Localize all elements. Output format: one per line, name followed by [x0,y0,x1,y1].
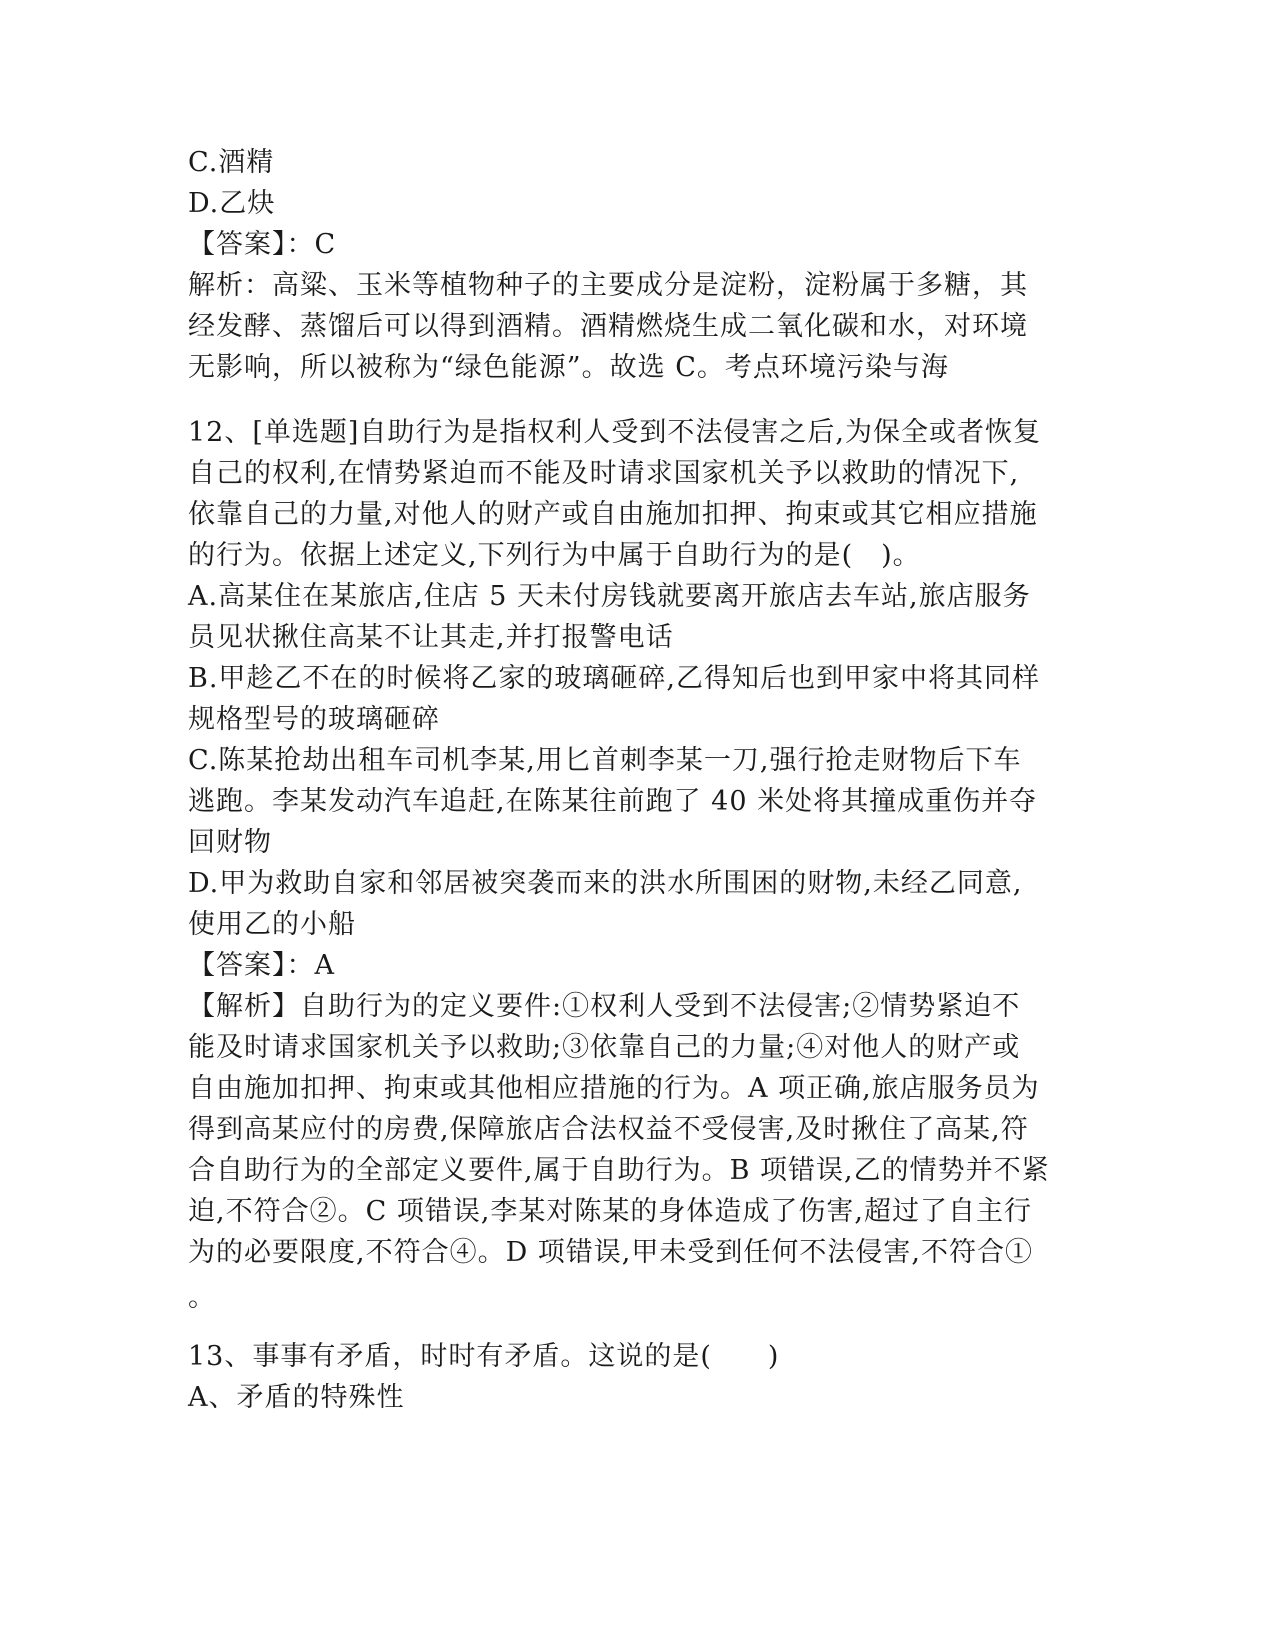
q11-analysis-line: 经发酵、蒸馏后可以得到酒精。酒精燃烧生成二氧化碳和水，对环境 [188,311,1028,342]
q12-stem-line: 12、[单选题]自助行为是指权利人受到不法侵害之后,为保全或者恢复 [188,417,1042,448]
q12-analysis-line: 合自助行为的全部定义要件,属于自助行为。B 项错误,乙的情势并不紧 [188,1155,1050,1186]
q12-stem-line: 自己的权利,在情势紧迫而不能及时请求国家机关予以救助的情况下, [188,458,1020,489]
q12-analysis-line: 得到高某应付的房费,保障旅店合法权益不受侵害,及时揪住了高某,符 [188,1114,1029,1145]
q12-analysis-line: 自由施加扣押、拘束或其他相应措施的行为。A 项正确,旅店服务员为 [188,1073,1040,1104]
q12-option-c-cont: 回财物 [188,827,272,858]
q11-option-c: C.酒精 [188,147,275,178]
q12-analysis-line: 迫,不符合②。C 项错误,李某对陈某的身体造成了伤害,超过了自主行 [188,1196,1032,1227]
q12-option-b: B.甲趁乙不在的时候将乙家的玻璃砸碎,乙得知后也到甲家中将其同样 [188,663,1041,694]
q12-option-c: C.陈某抢劫出租车司机李某,用匕首刺李某一刀,强行抢走财物后下车 [188,745,1022,776]
q12-analysis-line: 【解析】自助行为的定义要件:①权利人受到不法侵害;②情势紧迫不 [188,991,1021,1022]
q12-option-a-cont: 员见状揪住高某不让其走,并打报警电话 [188,622,674,653]
q12-option-d: D.甲为救助自家和邻居被突袭而来的洪水所围困的财物,未经乙同意, [188,868,1023,899]
q12-option-b-cont: 规格型号的玻璃砸碎 [188,704,440,735]
q12-option-a: A.高某住在某旅店,住店 5 天未付房钱就要离开旅店去车站,旅店服务 [188,581,1031,612]
q11-option-d: D.乙炔 [188,188,276,219]
q13-option-a: A、矛盾的特殊性 [188,1382,405,1413]
q11-answer: 【答案】：C [188,229,337,260]
q11-analysis-line: 无影响，所以被称为“绿色能源”。故选 C。考点环境污染与海 [188,352,949,383]
q12-analysis-line: 为的必要限度,不符合④。D 项错误,甲未受到任何不法侵害,不符合① [188,1237,1033,1268]
q12-option-d-cont: 使用乙的小船 [188,909,356,940]
q13-stem: 13、事事有矛盾，时时有矛盾。这说的是( ) [188,1341,780,1372]
q12-analysis-line: 。 [188,1282,216,1313]
q12-stem-line: 依靠自己的力量,对他人的财产或自由施加扣押、拘束或其它相应措施 [188,499,1038,530]
q11-analysis-line: 解析：高粱、玉米等植物种子的主要成分是淀粉，淀粉属于多糖，其 [188,270,1028,301]
q12-option-c-cont: 逃跑。李某发动汽车追赶,在陈某往前跑了 40 米处将其撞成重伤并夺 [188,786,1038,817]
q12-answer: 【答案】：A [188,950,335,981]
q12-analysis-line: 能及时请求国家机关予以救助;③依靠自己的力量;④对他人的财产或 [188,1032,1021,1063]
q12-stem-line: 的行为。依据上述定义,下列行为中属于自助行为的是( )。 [188,540,921,571]
